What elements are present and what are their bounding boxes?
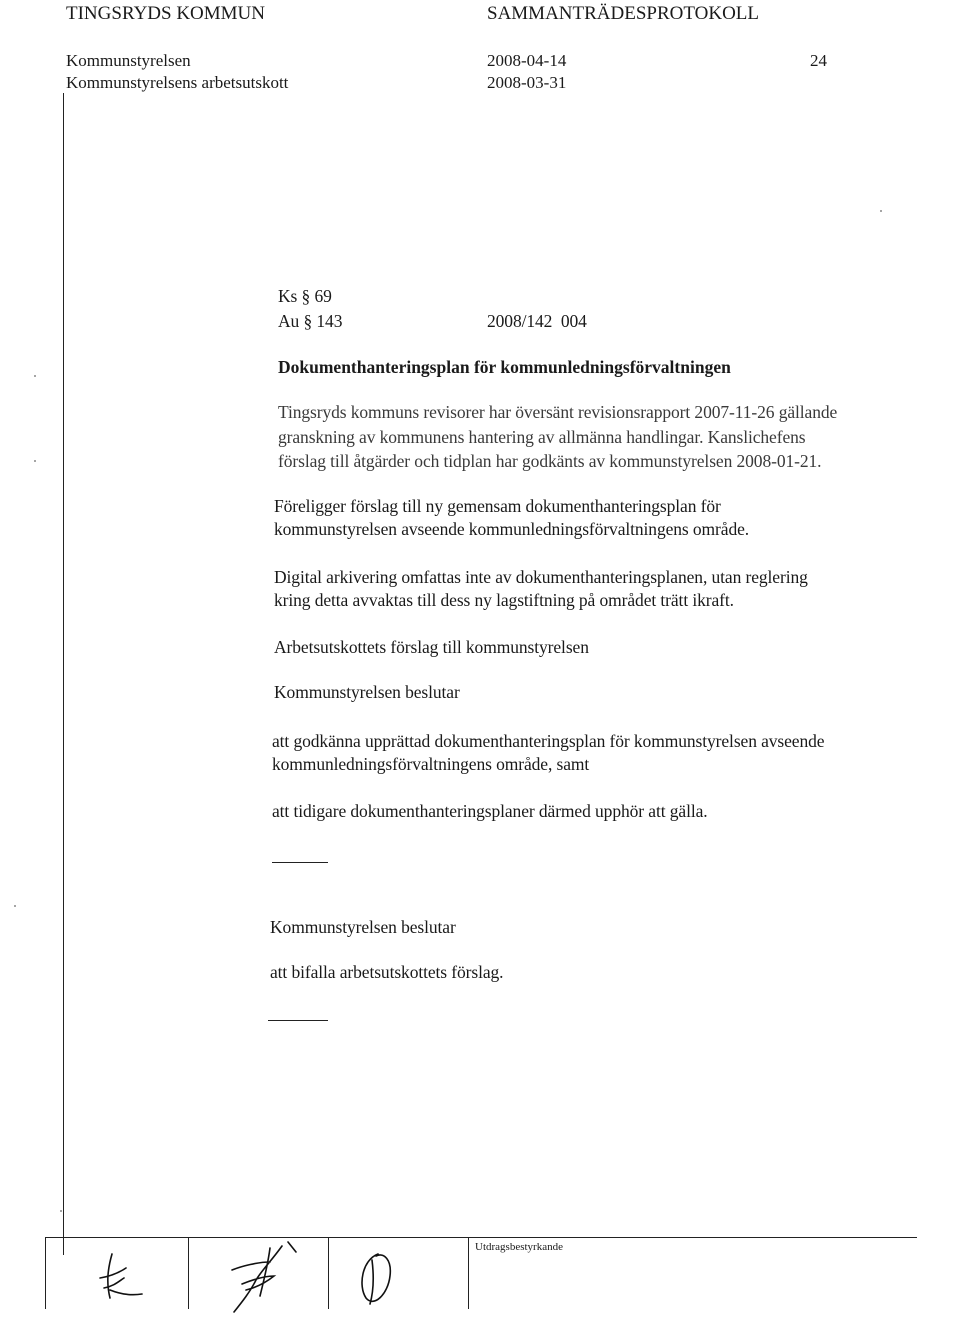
- meeting-date-2: 2008-03-31: [487, 73, 567, 92]
- paragraph-line: kring detta avvaktas till dess ny lagstiftning på området trätt ikraft.: [274, 590, 734, 610]
- paragraph-line: Digital arkivering omfattas inte av dokumenthanteringsplanen, utan reglering: [274, 567, 808, 587]
- signature-cell-border: [188, 1237, 189, 1309]
- final-decision-line: att bifalla arbetsutskottets förslag.: [270, 962, 504, 982]
- meeting-date-1: 2008-04-14: [487, 51, 567, 70]
- extract-certifier-label: Utdragsbestyrkande: [475, 1241, 563, 1253]
- diary-number: 2008/142 004: [487, 311, 587, 331]
- scan-speck: [34, 375, 36, 377]
- municipality-name: TINGSRYDS KOMMUN: [66, 3, 265, 24]
- document-type: SAMMANTRÄDESPROTOKOLL: [487, 3, 760, 24]
- signature-cell-border: [328, 1237, 329, 1309]
- section-separator: [268, 1020, 328, 1021]
- scan-speck: [34, 460, 36, 462]
- decision-line: kommunledningsförvaltningens område, samt: [272, 754, 590, 774]
- decision-heading: Kommunstyrelsen beslutar: [274, 682, 460, 702]
- paragraph-line: kommunstyrelsen avseende kommunledningsförvaltningens område.: [274, 519, 750, 539]
- final-decision-heading: Kommunstyrelsen beslutar: [270, 917, 456, 937]
- initials-signature-1: [90, 1248, 150, 1308]
- scan-speck: [60, 1210, 62, 1212]
- ks-paragraph-ref: Ks § 69: [278, 286, 332, 306]
- initials-signature-3: [348, 1250, 408, 1310]
- left-margin-rule: [63, 93, 64, 1255]
- initials-signature-2: [212, 1240, 302, 1315]
- au-paragraph-ref: Au § 143: [278, 311, 343, 331]
- scan-speck: [880, 210, 882, 212]
- paragraph-line: Föreligger förslag till ny gemensam dokumenthanteringsplan för: [274, 496, 721, 516]
- case-title: Dokumenthanteringsplan för kommunledningsförvaltningen: [278, 357, 731, 377]
- decision-line: att tidigare dokumenthanteringsplaner därmed upphör att gälla.: [272, 801, 708, 821]
- signature-cell-border: [45, 1237, 46, 1309]
- meeting-body-2: Kommunstyrelsens arbetsutskott: [66, 73, 289, 92]
- meeting-body-1: Kommunstyrelsen: [66, 51, 191, 70]
- signature-cell-border: [468, 1237, 469, 1309]
- paragraph-line: förslag till åtgärder och tidplan har godkänts av kommunstyrelsen 2008-01-21.: [278, 451, 822, 471]
- scan-speck: [14, 905, 16, 907]
- section-separator: [272, 862, 328, 863]
- proposal-heading: Arbetsutskottets förslag till kommunstyrelsen: [274, 637, 589, 657]
- page-number: 24: [810, 51, 827, 70]
- paragraph-line: granskning av kommunens hantering av allmänna handlingar. Kanslichefens: [278, 427, 806, 447]
- signature-table-top: [45, 1237, 917, 1238]
- decision-line: att godkänna upprättad dokumenthanteringsplan för kommunstyrelsen avseende: [272, 731, 825, 751]
- paragraph-line: Tingsryds kommuns revisorer har översänt revisionsrapport 2007-11-26 gällande: [278, 402, 838, 422]
